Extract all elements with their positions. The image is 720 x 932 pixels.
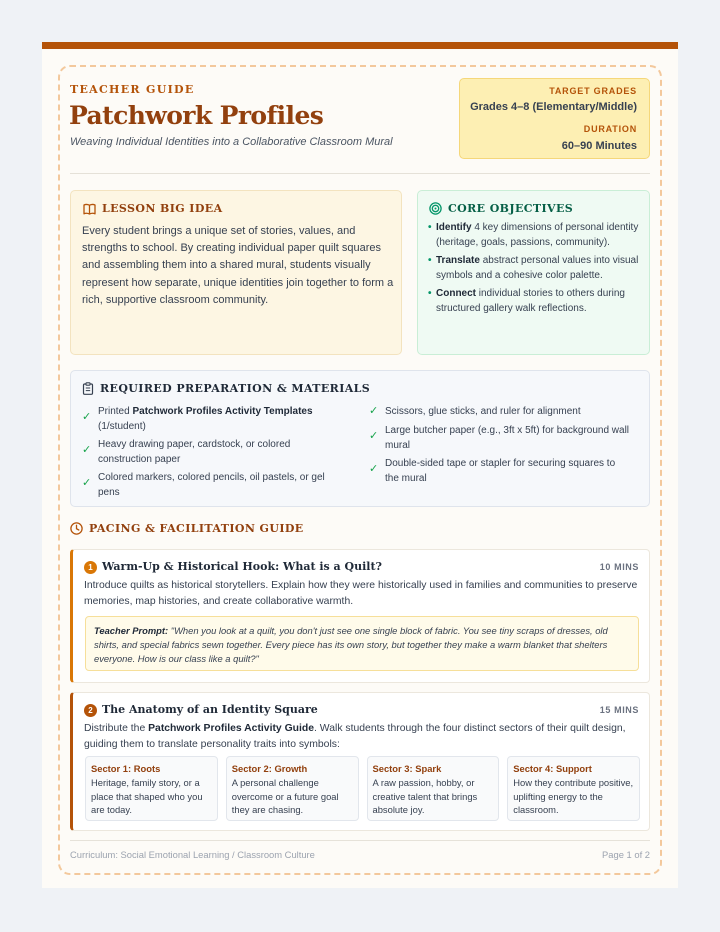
big-idea-heading-text: LESSON BIG IDEA bbox=[102, 202, 223, 215]
objectives-list bbox=[428, 220, 644, 319]
step-number-badge: 1 bbox=[84, 561, 97, 574]
step-description: Introduce quilts as historical storytellers. Explain how they were historically used in families and communities to preserve memories, map histories, and create collaborative warmth. bbox=[84, 580, 638, 607]
grade-duration-box bbox=[459, 78, 650, 159]
check-icon: ✓ bbox=[369, 463, 379, 475]
duration-label: DURATION bbox=[583, 124, 637, 134]
book-icon bbox=[83, 203, 96, 215]
list-item: • Translate abstract personal values into visual symbols and a cohesive color palette. bbox=[428, 253, 644, 283]
check-icon: ✓ bbox=[82, 444, 92, 456]
big-idea-heading bbox=[83, 202, 223, 215]
footer-divider bbox=[70, 840, 650, 841]
step-number-badge: 2 bbox=[84, 704, 97, 717]
target-grades-label: TARGET GRADES bbox=[549, 86, 637, 96]
check-icon: ✓ bbox=[82, 477, 92, 489]
list-item: ✓ Scissors, glue sticks, and ruler for alignment bbox=[369, 405, 581, 417]
sector-card: Sector 2: Growth A personal challenge overcome or a future goal they are chasing. bbox=[226, 756, 359, 821]
list-item: ✓ Colored markers, colored pencils, oil pastels, or gel pens bbox=[82, 472, 325, 498]
list-item: • Identify 4 key dimensions of personal identity (heritage, goals, passions, community). bbox=[428, 220, 644, 250]
teacher-prompt-box: Teacher Prompt: "When you look at a quilt, you don't just see one single block of fabric. You see tiny scraps of dresses, old shirts, and special fabrics sewn together. Every piece has its own story, but together they make a warm blanket that shelters everyone. How is our class like a quilt?" bbox=[85, 616, 639, 671]
header-divider bbox=[70, 173, 650, 174]
materials-heading bbox=[82, 382, 370, 395]
step-title: The Anatomy of an Identity Square bbox=[102, 703, 318, 716]
list-item: ✓ Large butcher paper (e.g., 3ft x 5ft) for background wall mural bbox=[369, 425, 630, 451]
page-number: Page 1 of 2 bbox=[602, 849, 650, 860]
check-icon: ✓ bbox=[369, 405, 379, 417]
footer-curriculum: Curriculum: Social Emotional Learning / Classroom Culture bbox=[70, 849, 315, 860]
check-icon: ✓ bbox=[82, 411, 92, 423]
pacing-step-2 bbox=[70, 692, 650, 831]
page-subtitle: Weaving Individual Identities into a Collaborative Classroom Mural bbox=[70, 136, 393, 148]
step-duration: 15 MINS bbox=[599, 705, 639, 715]
objectives-heading bbox=[429, 202, 573, 215]
list-item: ✓ Printed Patchwork Profiles Activity Templates (1/student) bbox=[82, 406, 313, 432]
page-title: Patchwork Profiles bbox=[69, 101, 324, 130]
doc-kicker: TEACHER GUIDE bbox=[70, 83, 195, 96]
pacing-heading-text: PACING & FACILITATION GUIDE bbox=[89, 522, 304, 535]
sector-card: Sector 4: Support How they contribute positive, uplifting energy to the classroom. bbox=[507, 756, 640, 821]
pacing-heading bbox=[70, 522, 304, 535]
step-title: Warm-Up & Historical Hook: What is a Quilt? bbox=[102, 560, 382, 573]
target-icon bbox=[429, 202, 442, 215]
top-accent-bar bbox=[42, 42, 678, 49]
list-item: ✓ Double-sided tape or stapler for securing squares to the mural bbox=[369, 458, 616, 484]
clipboard-icon bbox=[82, 382, 94, 395]
sector-card: Sector 1: Roots Heritage, family story, or a place that shaped who you are today. bbox=[85, 756, 218, 821]
check-icon: ✓ bbox=[369, 430, 379, 442]
lesson-page bbox=[42, 49, 678, 888]
list-item: • Connect individual stories to others during structured gallery walk reflections. bbox=[428, 286, 644, 316]
objectives-heading-text: CORE OBJECTIVES bbox=[448, 202, 574, 215]
clock-icon bbox=[70, 522, 83, 535]
materials-card bbox=[70, 370, 650, 507]
core-objectives-card bbox=[417, 190, 650, 355]
step-description: Distribute the Patchwork Profiles Activity Guide. Walk students through the four distinct sectors of their quilt design, guiding them to translate personality traits into symbols: bbox=[84, 723, 626, 750]
materials-heading-text: REQUIRED PREPARATION & MATERIALS bbox=[100, 382, 371, 395]
step-duration: 10 MINS bbox=[599, 562, 639, 572]
big-idea-text: Every student brings a unique set of stories, values, and strengths to school. By creating individual paper quilt squares and assembling them into a shared mural, students visually represent how separate, unique identities join together to form a rich, supportive classroom community. bbox=[82, 225, 394, 306]
sector-grid bbox=[85, 756, 640, 821]
pacing-step-1 bbox=[70, 549, 650, 683]
big-idea-card bbox=[70, 190, 402, 355]
list-item: ✓ Heavy drawing paper, cardstock, or colored construction paper bbox=[82, 439, 291, 465]
target-grades-value: Grades 4–8 (Elementary/Middle) bbox=[470, 101, 637, 113]
sector-card: Sector 3: Spark A raw passion, hobby, or creative talent that brings absolute joy. bbox=[367, 756, 500, 821]
duration-value: 60–90 Minutes bbox=[561, 140, 637, 152]
